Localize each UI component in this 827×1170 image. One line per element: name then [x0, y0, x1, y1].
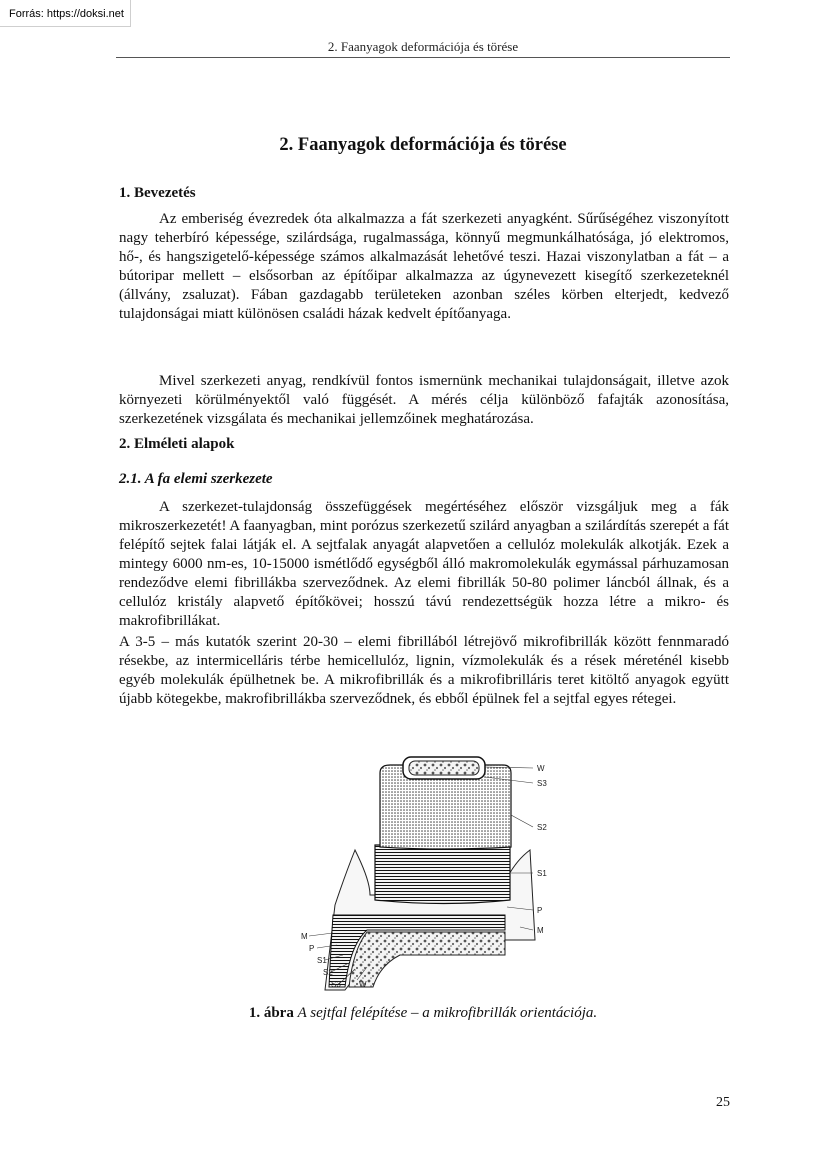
- figure-caption-number: 1. ábra: [248, 1005, 294, 1021]
- intro-paragraph-2: Mivel szerkezeti anyag, rendkívül fontos ismernünk mechanikai tulajdonságait, illetve azok környezeti körülményektől való függését. A mérés célja különböző fafajták azonosítása, szerkezetének vizsgálata és mechanikai jellemzőinek meghatározása.: [119, 373, 729, 427]
- section-heading-intro: 1. Bevezetés: [119, 185, 196, 201]
- label-s1-left: S1: [317, 956, 327, 965]
- label-w-left: W: [359, 980, 367, 989]
- figure-caption-text: A sejtfal felépítése – a mikrofibrillák orientációja.: [297, 1005, 598, 1021]
- label-m-right: M: [537, 926, 544, 935]
- theory-paragraph-1: A szerkezet-tulajdonság összefüggések megértéséhez először vizsgáljuk meg a fák mikroszerkezetét! A faanyagban, mint porózus szerkezetű szilárd anyagban a szilárdítás szerepét a fát felépítő sejtek falai látják el. A sejtfalak anyagát alapvetően a cellulóz molekulák alkotják. Ezek a mintegy 6000 nm-es, 10-15000 ismétlődő egységből álló makromolekulák egymással párhuzamosan rendeződve elemi fibrillákba szerveződnek. Az elemi fibrillák 50-80 polimer láncból állnak, és a cellulóz kristály alapvető építőkövei; hosszú távú rendezettségük hozza létre a mikro- és makrofibrillákat.: [119, 499, 729, 629]
- section-heading-theory: 2. Elméleti alapok: [119, 436, 235, 452]
- lower-lumen-shape: [349, 932, 505, 987]
- label-p-right: P: [537, 906, 543, 915]
- theory-paragraph-2: A 3-5 – más kutatók szerint 20-30 – elemi fibrillából létrejövő mikrofibrillák között fennmaradó résekbe, az intermicelláris térbe hemicellulóz, lignin, vízmolekulák és a rések méreténél kisebb egyéb molekulák épülhetnek be. A mikrofibrillák és a mikrofibrilláris teret kitöltő anyagok együtt újabb kötegekbe, makrofibrillákba szerveződnek, és ebből épülnek fel a sejtfal egyes rétegei.: [119, 634, 729, 707]
- subsection-heading: 2.1. A fa elemi szerkezete: [119, 471, 273, 487]
- label-s2-right: S2: [537, 823, 547, 832]
- cell-wall-figure: [295, 755, 555, 995]
- label-m-left: M: [301, 932, 308, 941]
- label-s3-right: S3: [537, 779, 547, 788]
- header-rule: [116, 57, 730, 58]
- lumen-shape: [409, 761, 479, 775]
- source-tag: Forrás: https://doksi.net: [0, 0, 131, 27]
- s1-layer-shape: [375, 845, 510, 904]
- running-header: 2. Faanyagok deformációja és törése: [327, 39, 519, 54]
- label-s3-left: S3: [331, 980, 341, 989]
- label-s2-left: S2: [323, 968, 333, 977]
- figure-caption: [116, 1005, 730, 1022]
- label-w-right: W: [537, 764, 545, 773]
- page-title: 2. Faanyagok deformációja és törése: [279, 135, 567, 155]
- label-s1-right: S1: [537, 869, 547, 878]
- intro-paragraph-1: Az emberiség évezredek óta alkalmazza a fát szerkezeti anyagként. Sűrűségéhez viszonyított nagy teherbíró képessége, szilárdsága, rugalmassága, könnyű megmunkálhatósága, jó elektromos, hő-, és hangszigetelő-képessége számos alkalmazását lehetővé teszi. Hazai viszonylatban a fát – a bútoripar mellett – elsősorban az építőipar alkalmazza az úgynevezett kisegítő szerkezeteknél (állvány, zsaluzat). Fában gazdagabb területeken azonban széles körben elterjedt, kedvező tulajdonságai miatt különösen családi házak kedvelt építőanyaga.: [119, 211, 729, 322]
- page-number: 25: [716, 1095, 730, 1110]
- label-p-left: P: [309, 944, 315, 953]
